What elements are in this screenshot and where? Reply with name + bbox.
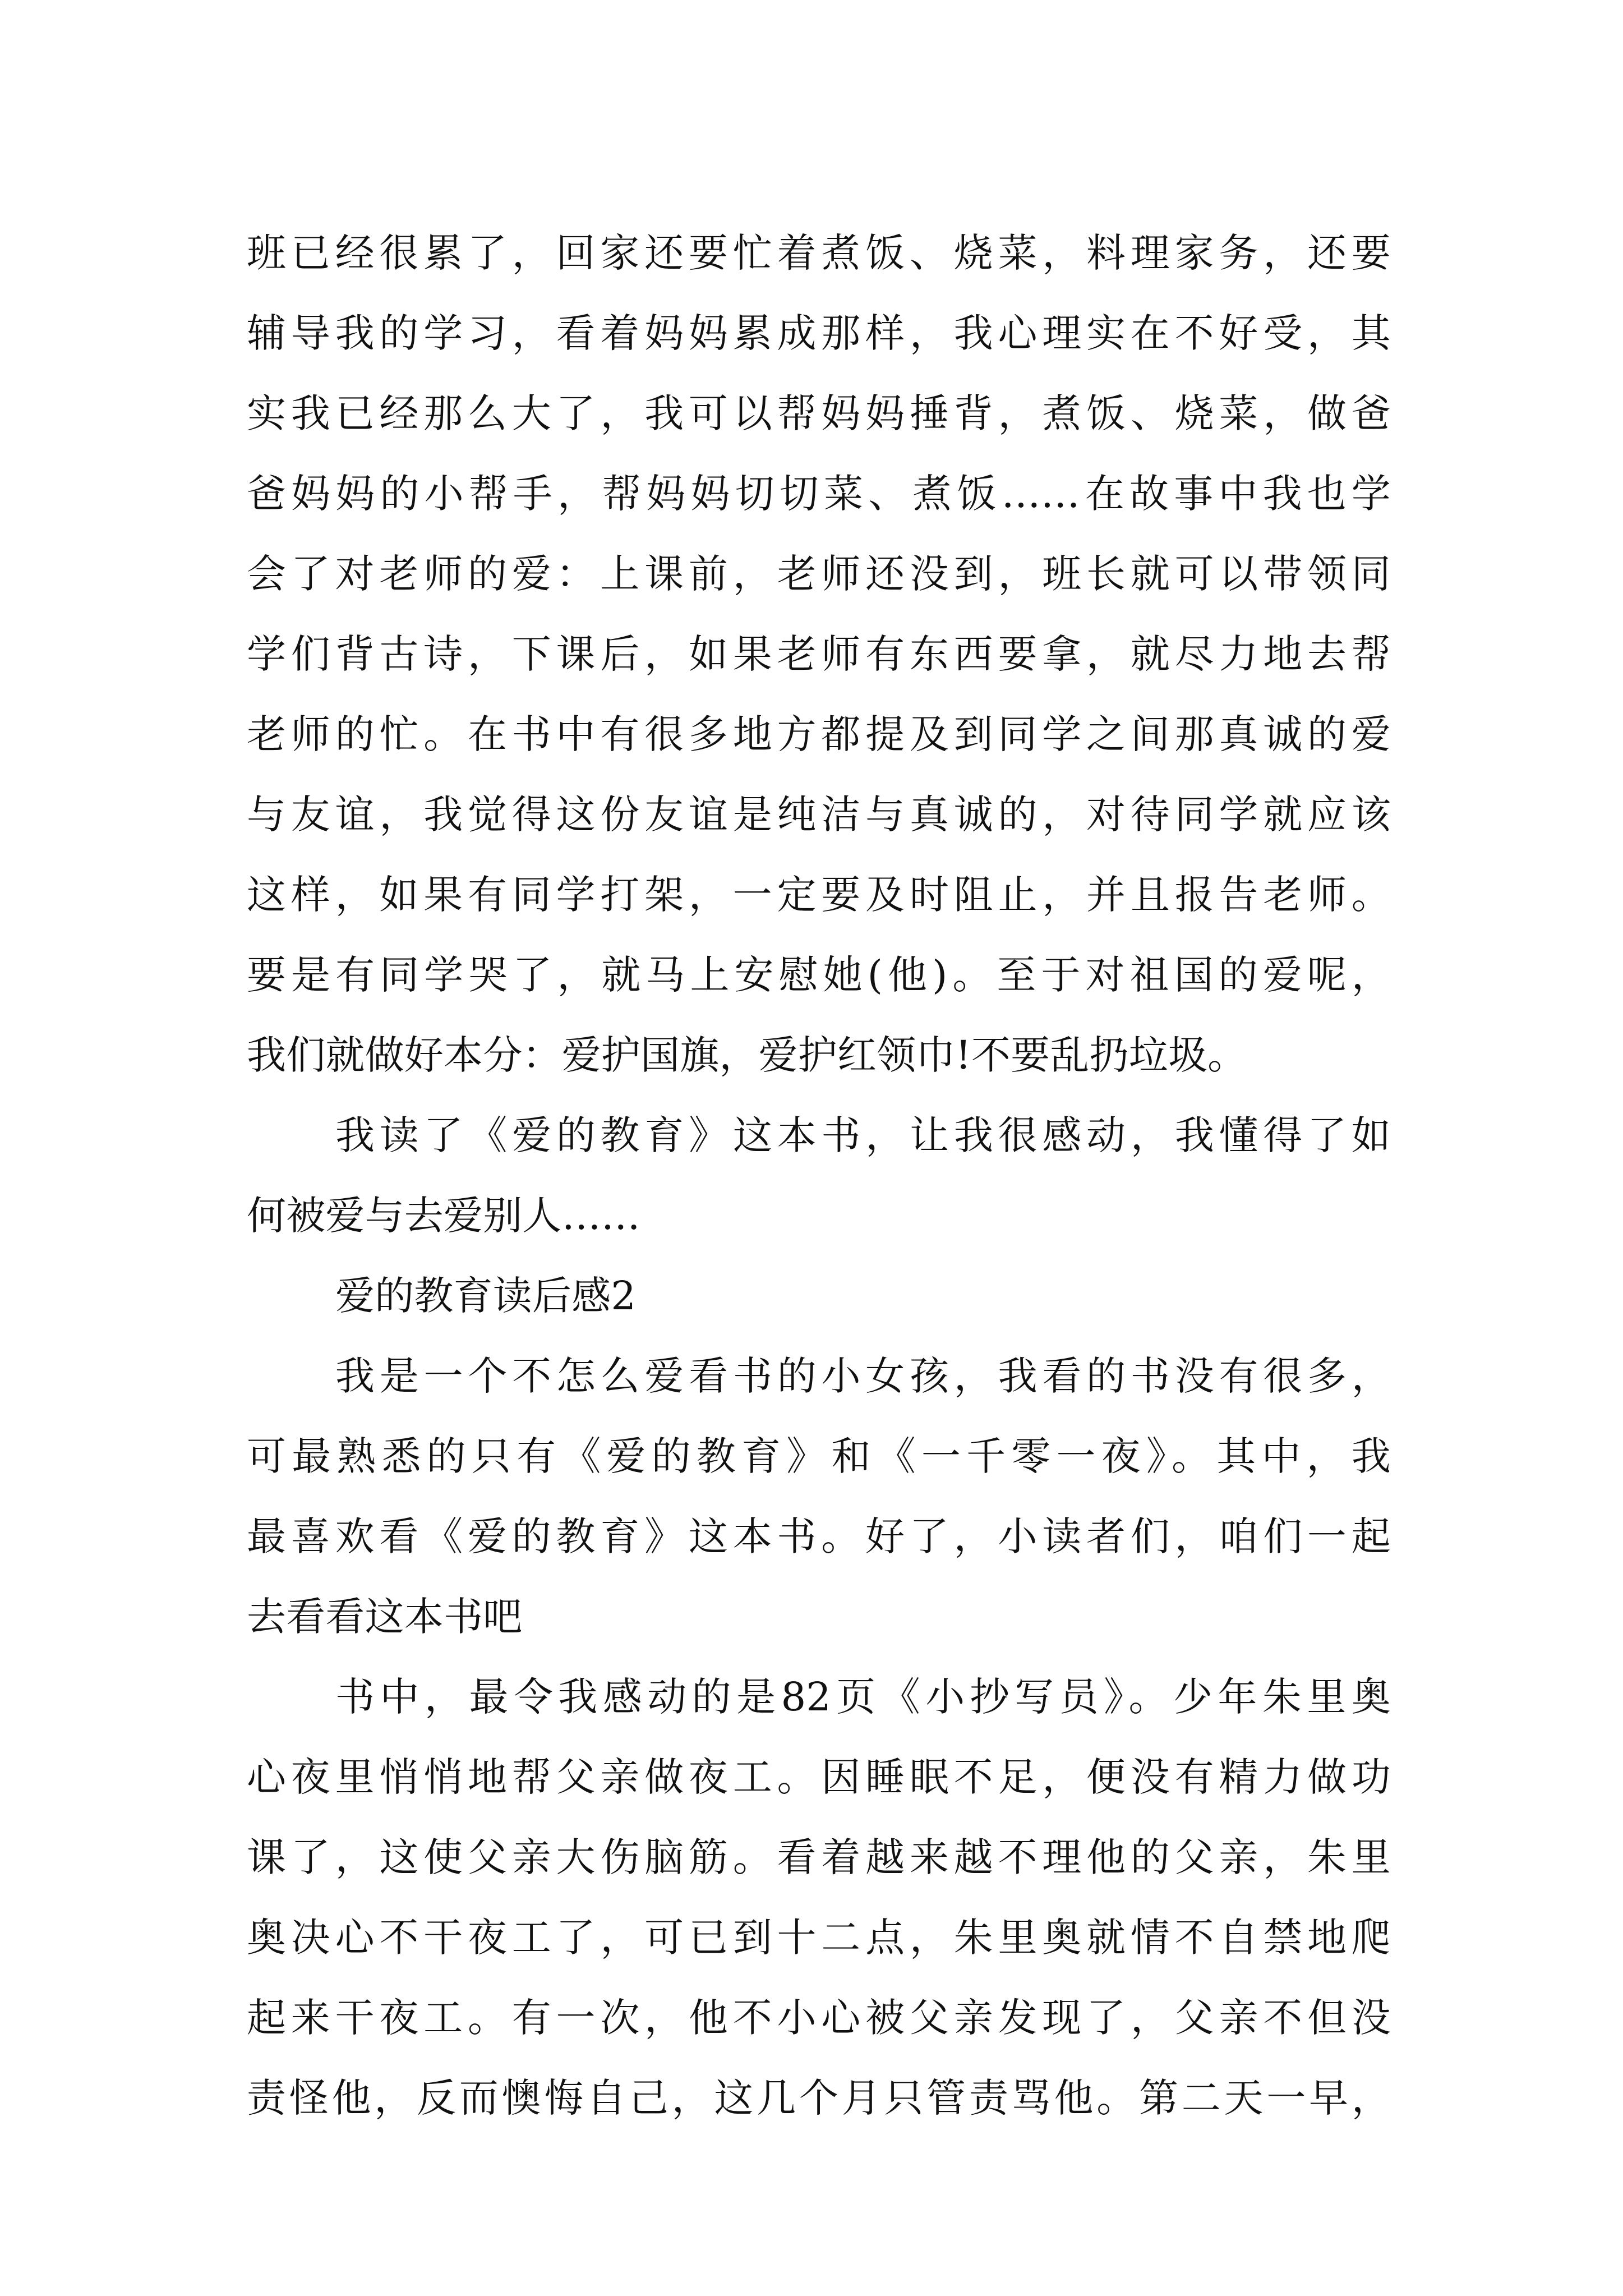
text-line: 去看看这本书吧 [247,1594,523,1640]
text-line: 与友谊，我觉得这份友谊是纯洁与真诚的，对待同学就应该 [247,792,1391,838]
text-line: 我们就做好本分：爱护国旗，爱护红领巾!不要乱扔垃圾。 [247,1032,1247,1078]
text-line: 班已经很累了，回家还要忙着煮饭、烧菜，料理家务，还要 [247,230,1391,276]
text-line: 心夜里悄悄地帮父亲做夜工。因睡眠不足，便没有精力做功 [247,1754,1391,1800]
text-line: 实我已经那么大了，我可以帮妈妈捶背，煮饭、烧菜，做爸 [247,390,1391,436]
paragraph-first-line: 我读了《爱的教育》这本书，让我很感动，我懂得了如 [335,1112,1391,1158]
text-line: 起来干夜工。有一次，他不小心被父亲发现了，父亲不但没 [247,1995,1391,2041]
document-body [247,213,1391,2138]
text-line: 爸妈妈的小帮手，帮妈妈切切菜、煮饭……在故事中我也学 [247,471,1391,517]
text-line: 辅导我的学习，看着妈妈累成那样，我心理实在不好受，其 [247,310,1391,356]
text-line: 可最熟悉的只有《爱的教育》和《一千零一夜》。其中，我 [247,1433,1391,1479]
text-line: 何被爱与去爱别人…… [247,1193,640,1239]
section-heading: 爱的教育读后感2 [335,1273,637,1319]
text-line: 会了对老师的爱：上课前，老师还没到，班长就可以带领同 [247,551,1391,597]
text-line: 责怪他，反而懊悔自己，这几个月只管责骂他。第二天一早， [247,2075,1391,2121]
text-line: 奥决心不干夜工了，可已到十二点，朱里奥就情不自禁地爬 [247,1915,1391,1961]
text-line: 课了，这使父亲大伤脑筋。看着越来越不理他的父亲，朱里 [247,1834,1391,1880]
text-line: 学们背古诗，下课后，如果老师有东西要拿，就尽力地去帮 [247,631,1391,677]
paragraph-first-line: 我是一个不怎么爱看书的小女孩，我看的书没有很多， [335,1353,1391,1399]
text-line: 要是有同学哭了，就马上安慰她(他)。至于对祖国的爱呢， [247,952,1391,998]
text-line: 最喜欢看《爱的教育》这本书。好了，小读者们，咱们一起 [247,1513,1391,1559]
text-line: 这样，如果有同学打架，一定要及时阻止，并且报告老师。 [247,872,1391,918]
paragraph-first-line: 书中，最令我感动的是82页《小抄写员》。少年朱里奥 [335,1674,1391,1720]
text-line: 老师的忙。在书中有很多地方都提及到同学之间那真诚的爱 [247,711,1391,757]
